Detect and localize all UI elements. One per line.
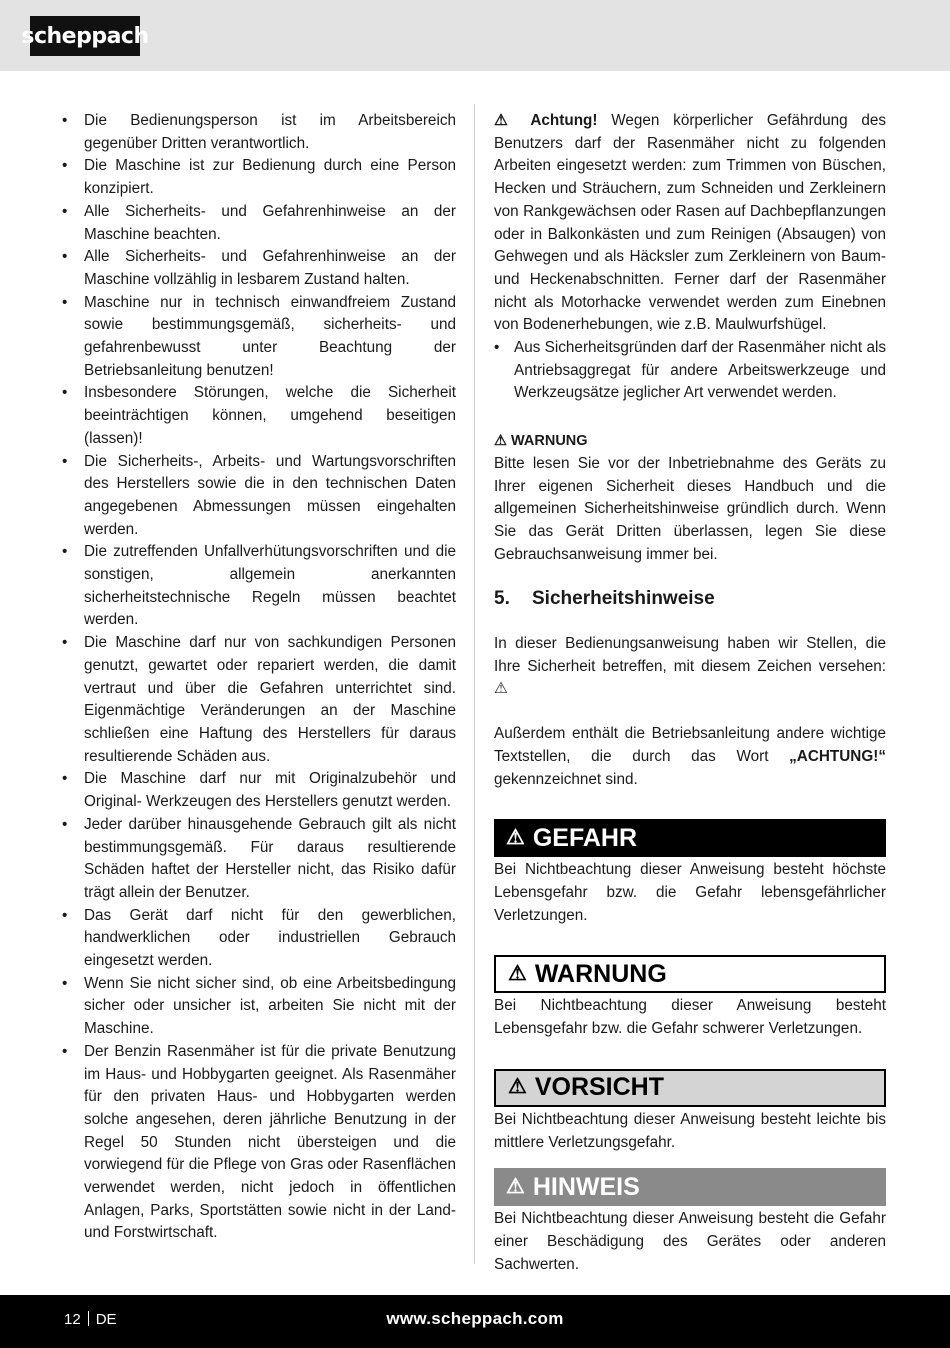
- column-divider: [474, 104, 475, 1264]
- warnung-paragraph: Bitte lesen Sie vor der Inbetriebnahme des Geräts zu Ihrer eigenen Sicherheit dieses Handbuch und die allgemeinen Sicherheitshinweise gründlich durch. Wenn Sie das Gerät Dritten überlassen, legen Sie diese Gebrauchsanweisung immer bei.: [494, 454, 886, 563]
- safety-rules-list: [60, 110, 456, 1245]
- warnung-box: ⚠ WARNUNG: [494, 955, 886, 993]
- list-item: • Die zutreffenden Unfallverhütungsvorschriften und die sonstigen, allgemein anerkannten sicherheitstechnische Regeln müssen beachtet werden.: [62, 543, 456, 629]
- vorsicht-text: Bei Nichtbeachtung dieser Anweisung besteht leichte bis mittlere Verletzungsgefahr.: [494, 1110, 886, 1151]
- achtung-label: ⚠ Achtung!: [494, 112, 598, 129]
- list-item: • Aus Sicherheitsgründen darf der Rasenmäher nicht als Antriebsaggregat für andere Arbeitswerkzeuge und Werkzeugsätze jeglicher Art verwendet werden.: [494, 339, 886, 402]
- achtung-intro-paragraph: Außerdem enthält die Betriebsanleitung andere wichtige Textstellen, die durch das Wort „ACHTUNG!“ gekennzeichnet sind.: [494, 725, 886, 788]
- list-item: • Die Maschine ist zur Bedienung durch eine Person konzipiert.: [62, 157, 456, 198]
- list-item: • Die Maschine darf nur von sachkundigen Personen genutzt, gewartet oder repariert werden, die damit vertraut und über die Gefahren unterrichtet sind. Eigenmächtige Veränderungen an der Maschine schließen eine Haftung des Herstellers für daraus resultierende Schäden aus.: [62, 634, 456, 765]
- list-item: • Die Maschine darf nur mit Originalzubehör und Original- Werkzeugen des Herstellers genutzt werden.: [62, 770, 456, 811]
- warning-triangle-icon: ⚠: [506, 1174, 525, 1198]
- gefahr-text: Bei Nichtbeachtung dieser Anweisung besteht höchste Lebensgefahr bzw. die Gefahr lebensgefährlicher Verletzungen.: [494, 861, 886, 924]
- list-item: • Alle Sicherheits- und Gefahrenhinweise an der Maschine beachten.: [62, 202, 456, 243]
- list-item: • Der Benzin Rasenmäher ist für die private Benutzung im Haus- und Hobbygarten geeignet. Als Rasenmäher für den privaten Haus- und Hobbygarten werden solche angesehen, deren jährliche Benutzung in der Regel 50 Stunden nicht übersteigen und die vorwiegend für die Pflege von Gras oder Rasenflächen verwendet werden, nicht jedoch in öffentlichen Anlagen, Parks, Sportstätten sowie nicht in der Land- und Forstwirtschaft.: [62, 1042, 456, 1242]
- list-item: • Alle Sicherheits- und Gefahrenhinweise an der Maschine vollzählig in lesbarem Zustand halten.: [62, 248, 456, 288]
- list-item: • Jeder darüber hinausgehende Gebrauch gilt als nicht bestimmungsgemäß. Für daraus resultierende Schäden haftet der Hersteller nicht, das Risiko dafür trägt allein der Benutzer.: [62, 815, 456, 901]
- vorsicht-box: ⚠ VORSICHT: [494, 1069, 886, 1107]
- list-item: • Maschine nur in technisch einwandfreiem Zustand sowie bestimmungsgemäß, sicherheits- und gefahrenbewusst unter Beachtung der Betriebsanleitung benutzen!: [62, 293, 456, 379]
- list-item: • Insbesondere Störungen, welche die Sicherheit beeinträchtigen können, umgehend beseitigen (lassen)!: [62, 384, 456, 447]
- right-column: [494, 110, 886, 1276]
- section-title: 5. Sicherheitshinweise: [494, 588, 715, 610]
- page-header: [0, 0, 950, 71]
- page-footer: [0, 1295, 950, 1348]
- list-item: • Die Bedienungsperson ist im Arbeitsbereich gegenüber Dritten verantwortlich.: [62, 112, 456, 152]
- achtung-paragraph: ⚠ Achtung! Wegen körperlicher Gefährdung des Benutzers darf der Rasenmäher nicht zu folgenden Arbeiten eingesetzt werden: zum Trimmen von Büschen, Hecken und Sträuchern, zum Schneiden und Zerkleinern von Rankgewächsen oder Rasen auf Dachbepflanzungen oder in Balkonkästen und zum Reinigen (Absaugen) von Gehwegen und als Häcksler zum Zerkleinern von Baum- und Heckenabschnitten. Ferner darf der Rasenmäher nicht als Motorhacke verwendet werden zum Einebnen von Bodenerhebungen, wie z.B. Maulwurfshügel.: [494, 112, 887, 334]
- list-item: • Die Sicherheits-, Arbeits- und Wartungsvorschriften des Herstellers sowie die in den technischen Daten angegebenen Abmessungen müssen eingehalten werden.: [62, 452, 456, 538]
- website-url: www.scheppach.com: [386, 1309, 564, 1328]
- warning-triangle-icon: ⚠: [506, 825, 525, 849]
- intro-paragraph: In dieser Bedienungsanweisung haben wir Stellen, die Ihre Sicherheit betreffen, mit diesem Zeichen versehen: ⚠: [494, 635, 886, 698]
- list-item: • Wenn Sie nicht sicher sind, ob eine Arbeitsbedingung sicher oder unsicher ist, arbeiten Sie nicht mit der Maschine.: [62, 974, 456, 1038]
- language-code: DE: [95, 1311, 117, 1328]
- page-number: 12 DE: [64, 1311, 117, 1328]
- gefahr-box: ⚠ GEFAHR: [494, 819, 886, 857]
- scheppach-logo: scheppach: [30, 16, 140, 56]
- list-item: • Das Gerät darf nicht für den gewerblichen, handwerklichen oder industriellen Gebrauch eingesetzt werden.: [62, 906, 456, 970]
- hinweis-text: Bei Nichtbeachtung dieser Anweisung besteht die Gefahr einer Beschädigung des Gerätes oder anderen Sachwerten.: [494, 1210, 886, 1273]
- hinweis-box: ⚠ HINWEIS: [494, 1168, 886, 1206]
- achtung-list: [494, 337, 886, 405]
- warning-triangle-icon: ⚠: [508, 962, 527, 986]
- left-column: [60, 110, 456, 1245]
- warnung-box-text: Bei Nichtbeachtung dieser Anweisung besteht Lebensgefahr bzw. die Gefahr schwerer Verletzungen.: [494, 997, 886, 1038]
- warnung-heading: ⚠ WARNUNG: [494, 433, 588, 450]
- warning-triangle-icon: ⚠: [508, 1075, 527, 1099]
